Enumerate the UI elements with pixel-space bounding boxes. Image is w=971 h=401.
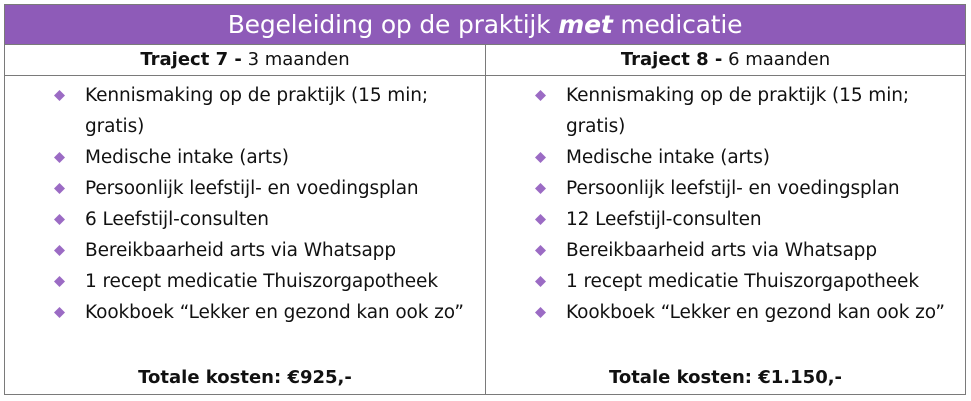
pricing-table: [4, 4, 966, 395]
diamond-bullet-icon: [54, 307, 65, 318]
diamond-bullet-icon: [535, 90, 546, 101]
diamond-bullet-icon: [535, 152, 546, 163]
list-item: [5, 204, 485, 235]
list-item: [5, 297, 485, 328]
feature-list: [5, 76, 485, 328]
list-item-text: Kookboek “Lekker en gezond kan ook zo”: [85, 302, 464, 323]
list-item-text: Persoonlijk leefstijl- en voedingsplan: [566, 178, 900, 199]
list-item-text: Medische intake (arts): [566, 147, 770, 168]
title-text-after: medicatie: [612, 10, 743, 39]
list-item-text: Persoonlijk leefstijl- en voedingsplan: [85, 178, 419, 199]
diamond-bullet-icon: [535, 276, 546, 287]
list-item-text: 12 Leefstijl-consulten: [566, 209, 762, 230]
list-item: [5, 266, 485, 297]
list-item: [486, 204, 965, 235]
diamond-bullet-icon: [54, 276, 65, 287]
list-item: [486, 142, 965, 173]
diamond-bullet-icon: [535, 214, 546, 225]
list-item-text: Kennismaking op de praktijk (15 min; gratis): [85, 85, 429, 137]
list-item: [5, 173, 485, 204]
diamond-bullet-icon: [54, 152, 65, 163]
column-heading-bold: Traject 7 -: [140, 49, 242, 70]
column-heading-bold: Traject 8 -: [620, 49, 723, 70]
list-item-text: 6 Leefstijl-consulten: [85, 209, 269, 230]
list-item: [486, 266, 965, 297]
list-item-text: 1 recept medicatie Thuiszorgapotheek: [566, 271, 919, 292]
list-item: [486, 173, 965, 204]
total-cost: Totale kosten: €1.150,-: [608, 367, 843, 388]
column-heading: [486, 45, 965, 76]
list-item: [486, 297, 965, 328]
diamond-bullet-icon: [54, 90, 65, 101]
diamond-bullet-icon: [54, 214, 65, 225]
list-item-text: Kennismaking op de praktijk (15 min; gratis): [566, 85, 910, 137]
column-heading: [5, 45, 485, 76]
diamond-bullet-icon: [535, 245, 546, 256]
table-title: [5, 5, 965, 45]
list-item: [5, 142, 485, 173]
list-item: [5, 80, 485, 142]
diamond-bullet-icon: [54, 245, 65, 256]
list-item-text: Bereikbaarheid arts via Whatsapp: [566, 240, 877, 261]
list-item-text: Kookboek “Lekker en gezond kan ook zo”: [566, 302, 945, 323]
column-traject-7: [5, 45, 485, 394]
diamond-bullet-icon: [535, 183, 546, 194]
diamond-bullet-icon: [535, 307, 546, 318]
column-heading-duration: 6 maanden: [722, 49, 831, 70]
table-columns: [5, 45, 965, 394]
list-item: [486, 80, 965, 142]
list-item: [486, 235, 965, 266]
list-item-text: Bereikbaarheid arts via Whatsapp: [85, 240, 396, 261]
title-emphasis: met: [558, 10, 613, 39]
feature-list: [486, 76, 965, 328]
diamond-bullet-icon: [54, 183, 65, 194]
column-heading-duration: 3 maanden: [241, 49, 350, 70]
list-item-text: Medische intake (arts): [85, 147, 289, 168]
list-item-text: 1 recept medicatie Thuiszorgapotheek: [85, 271, 438, 292]
title-text-before: Begeleiding op de praktijk: [227, 10, 559, 39]
list-item: [5, 235, 485, 266]
column-traject-8: [485, 45, 965, 394]
total-cost: Totale kosten: €925,-: [138, 367, 352, 388]
